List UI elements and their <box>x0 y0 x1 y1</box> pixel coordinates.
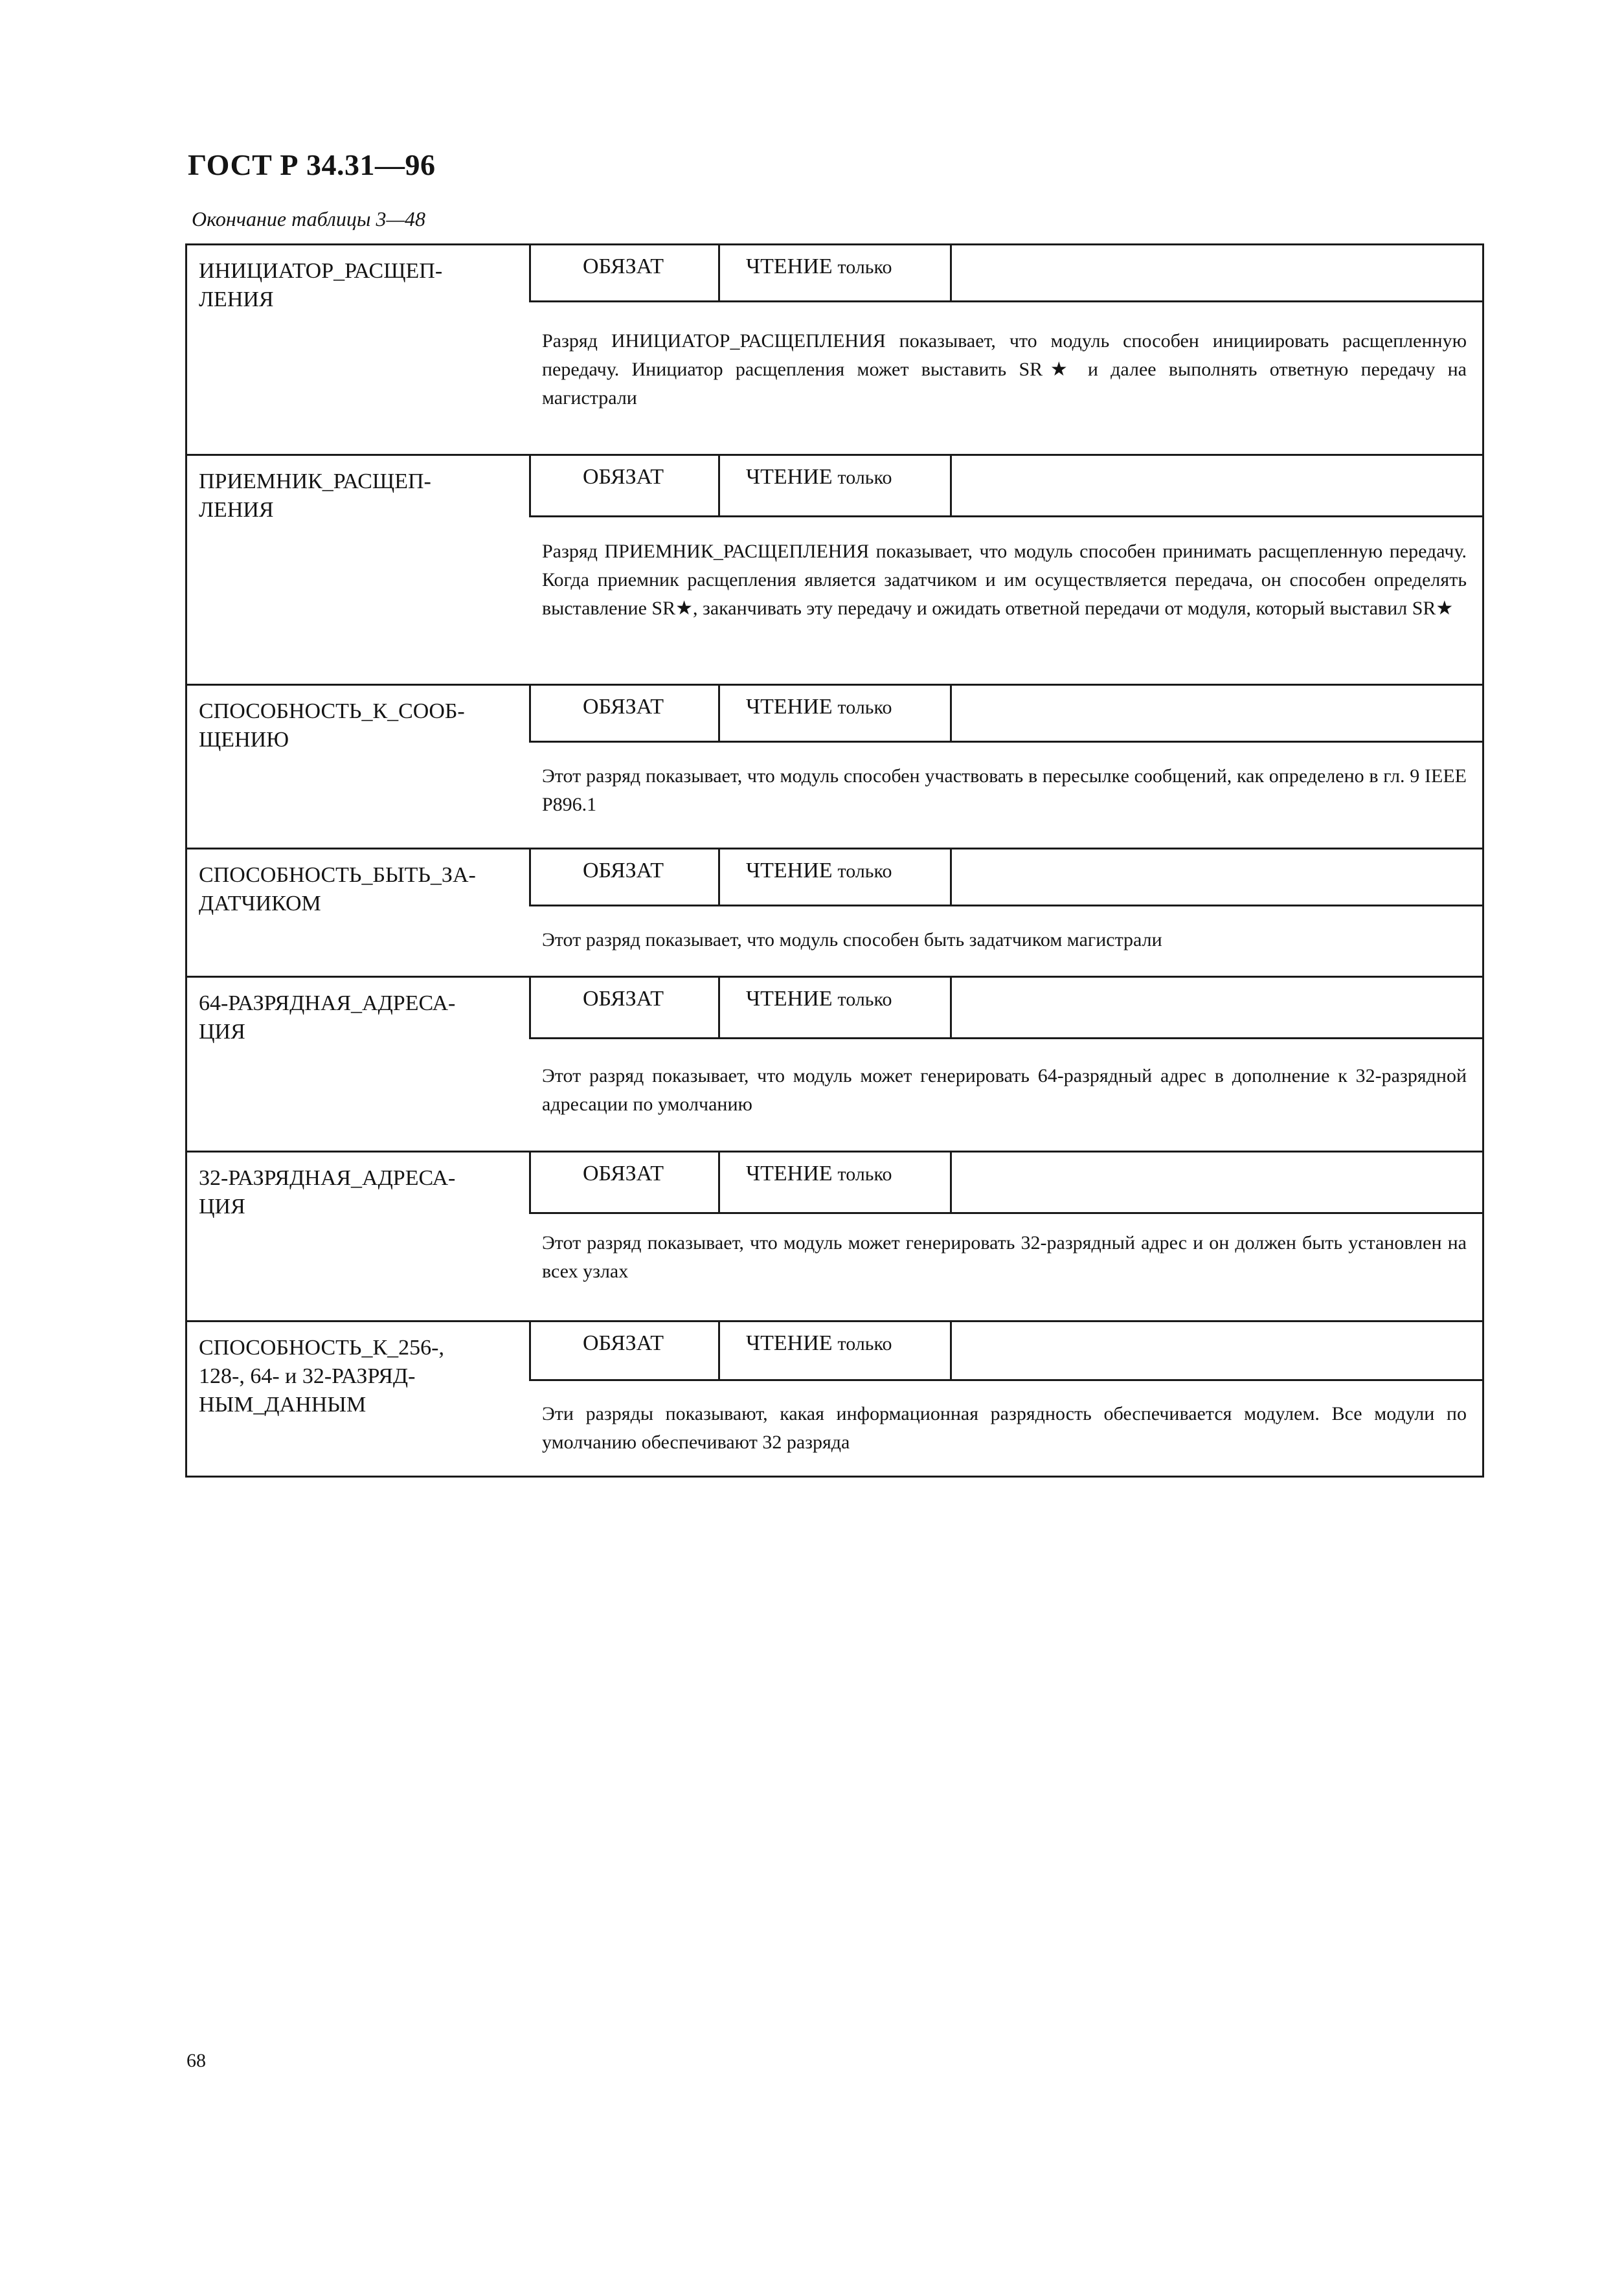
access-cell <box>720 1153 952 1212</box>
empty-cell <box>952 849 1482 905</box>
status-cell: ОБЯЗАТ <box>531 1153 720 1212</box>
access-label: ЧТЕНИЕ <box>746 254 833 278</box>
empty-cell <box>952 1153 1482 1212</box>
row-description: Этот разряд показывает, что модуль может генерировать 32-разрядный адрес и он должен быть установлен на всех узлах <box>542 1232 1467 1282</box>
access-label: ЧТЕНИЕ <box>746 859 833 883</box>
row-name: 64-РАЗРЯДНАЯ_АДРЕСА- ЦИЯ <box>199 991 456 1044</box>
table-row <box>187 976 1482 1151</box>
access-cell <box>720 978 952 1037</box>
page-number: 68 <box>186 2050 206 2071</box>
register-table <box>185 243 1484 1478</box>
row-description: Разряд ПРИЕМНИК_РАСЩЕПЛЕНИЯ показывает, что модуль способен принимать расщепленную передачу. Когда приемник расщепления является задатчиком и им осуществляется передача, он способен определять выставление SR★, заканчивать эту передачу и ожидать ответной передачи от модуля, который выставил SR★ <box>542 541 1467 619</box>
empty-cell <box>952 1322 1482 1379</box>
attr-box <box>529 686 1482 743</box>
row-name: СПОСОБНОСТЬ_К_СООБ- ЩЕНИЮ <box>199 699 465 752</box>
access-note: только <box>837 989 892 1010</box>
row-name: 32-РАЗРЯДНАЯ_АДРЕСА- ЦИЯ <box>199 1166 456 1219</box>
access-label: ЧТЕНИЕ <box>746 695 833 719</box>
row-description: Разряд ИНИЦИАТОР_РАСЩЕПЛЕНИЯ показывает, что модуль способен инициировать расщепленную передачу. Инициатор расщепления может выставить SR★ и далее выполнять ответную передачу на магистрали <box>542 330 1467 409</box>
access-cell <box>720 245 952 300</box>
table-row <box>187 454 1482 684</box>
access-cell <box>720 1322 952 1379</box>
status-cell: ОБЯЗАТ <box>531 686 720 741</box>
access-note: только <box>837 1164 892 1185</box>
access-note: только <box>837 256 892 278</box>
row-name: ПРИЕМНИК_РАСЩЕП- ЛЕНИЯ <box>199 469 431 522</box>
access-note: только <box>837 467 892 488</box>
document-title: ГОСТ Р 34.31—96 <box>188 148 436 181</box>
access-note: только <box>837 1333 892 1355</box>
access-label: ЧТЕНИЕ <box>746 465 833 489</box>
table-row <box>187 1320 1482 1476</box>
attr-box <box>529 1153 1482 1214</box>
access-cell <box>720 686 952 741</box>
table-row <box>187 684 1482 848</box>
empty-cell <box>952 978 1482 1037</box>
row-description: Этот разряд показывает, что модуль способен участвовать в пересылке сообщений, как определено в гл. 9 IEEE P896.1 <box>542 765 1467 815</box>
status-cell: ОБЯЗАТ <box>531 978 720 1037</box>
empty-cell <box>952 686 1482 741</box>
row-name: СПОСОБНОСТЬ_К_256-, 128-, 64- и 32-РАЗРЯД- НЫМ_ДАННЫМ <box>199 1336 444 1417</box>
attr-box <box>529 849 1482 906</box>
access-note: только <box>837 697 892 718</box>
row-name: СПОСОБНОСТЬ_БЫТЬ_ЗА- ДАТЧИКОМ <box>199 863 476 916</box>
table-caption: Окончание таблицы 3—48 <box>192 207 425 231</box>
access-label: ЧТЕНИЕ <box>746 1331 833 1355</box>
status-cell: ОБЯЗАТ <box>531 456 720 515</box>
access-cell <box>720 456 952 515</box>
row-name: ИНИЦИАТОР_РАСЩЕП- ЛЕНИЯ <box>199 259 443 311</box>
access-cell <box>720 849 952 905</box>
row-description: Этот разряд показывает, что модуль способен быть задатчиком магистрали <box>542 929 1162 950</box>
access-note: только <box>837 860 892 882</box>
status-cell: ОБЯЗАТ <box>531 1322 720 1379</box>
attr-box <box>529 245 1482 302</box>
empty-cell <box>952 456 1482 515</box>
status-cell: ОБЯЗАТ <box>531 849 720 905</box>
access-label: ЧТЕНИЕ <box>746 1162 833 1186</box>
attr-box <box>529 978 1482 1039</box>
row-description: Этот разряд показывает, что модуль может генерировать 64-разрядный адрес в дополнение к 32-разрядной адресации по умолчанию <box>542 1065 1467 1115</box>
access-label: ЧТЕНИЕ <box>746 987 833 1011</box>
row-description: Эти разряды показывают, какая информационная разрядность обеспечивается модулем. Все модули по умолчанию обеспечивают 32 разряда <box>542 1403 1467 1453</box>
table-row <box>187 1151 1482 1320</box>
attr-box <box>529 1322 1482 1381</box>
status-cell: ОБЯЗАТ <box>531 245 720 300</box>
table-row <box>187 848 1482 976</box>
empty-cell <box>952 245 1482 300</box>
attr-box <box>529 456 1482 517</box>
table-row <box>187 245 1482 454</box>
